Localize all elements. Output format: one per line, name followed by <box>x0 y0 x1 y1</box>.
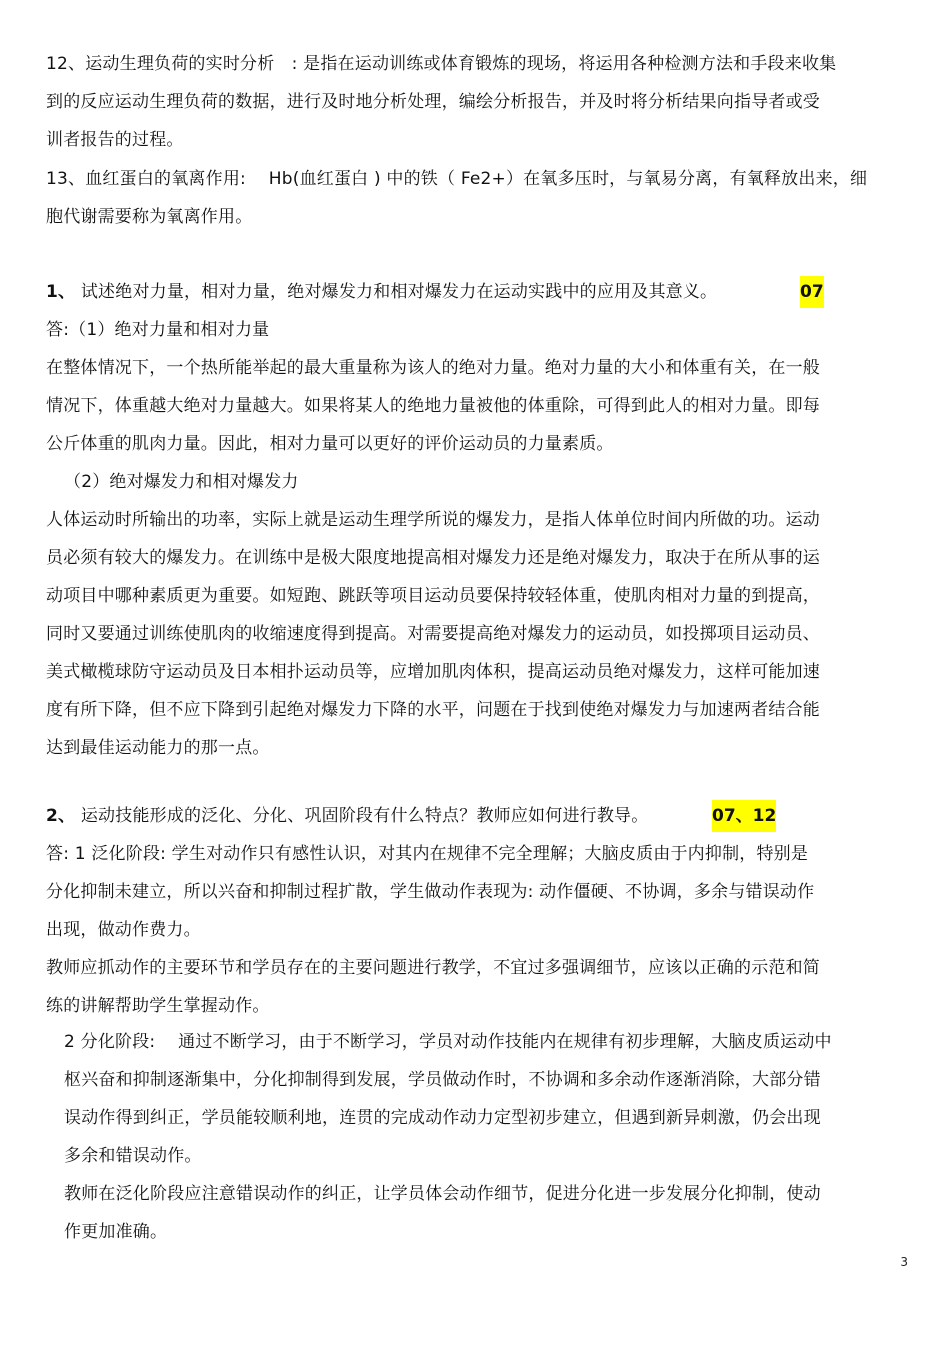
answer-line: 美式橄榄球防守运动员及日本相扑运动员等，应增加肌肉体积，提高运动员绝对爆发力，这样可能加速 <box>46 662 820 682</box>
page-number: 3 <box>900 1255 908 1269</box>
answer-line: 教师应抓动作的主要环节和学员存在的主要问题进行教学，不宜过多强调细节，应该以正确的示范和简 <box>46 958 820 978</box>
answer-line: 在整体情况下，一个热所能举起的最大重量称为该人的绝对力量。绝对力量的大小和体重有关，在一般 <box>46 358 820 378</box>
answer-line: 分化抑制未建立，所以兴奋和抑制过程扩散，学生做动作表现为: 动作僵硬、不协调，多余与错误动作 <box>46 882 815 902</box>
answer-line: 答: 1 泛化阶段: 学生对动作只有感性认识，对其内在规律不完全理解；大脑皮质由于内抑制，特别是 <box>46 844 809 864</box>
answer-subheading: （2）绝对爆发力和相对爆发力 <box>64 472 299 492</box>
answer-line: 同时又要通过训练使肌肉的收缩速度得到提高。对需要提高绝对爆发力的运动员，如投掷项目运动员、 <box>46 624 820 644</box>
answer-line: 动项目中哪种素质更为重要。如短跑、跳跃等项目运动员要保持较轻体重，使肌肉相对力量的到提高， <box>46 586 820 606</box>
question-1-heading <box>46 280 717 304</box>
answer-line: 出现，做动作费力。 <box>46 920 201 940</box>
answer-line: 答:（1）绝对力量和相对力量 <box>46 320 270 340</box>
text-line: 12、运动生理负荷的实时分析 : 是指在运动训练或体育锻炼的现场，将运用各种检测方法和手段来收集 <box>46 54 837 74</box>
text-line: 13、血红蛋白的氧离作用: Hb(血红蛋白 ) 中的铁（ Fe2+）在氧多压时，与氧易分离，有氧释放出来，细 <box>46 169 868 189</box>
text-line: 训者报告的过程。 <box>46 130 184 150</box>
answer-line: 公斤体重的肌肉力量。因此，相对力量可以更好的评价运动员的力量素质。 <box>46 434 614 454</box>
answer-line: 2 分化阶段: 通过不断学习，由于不断学习，学员对动作技能内在规律有初步理解，大脑皮质运动中 <box>64 1032 832 1052</box>
answer-line: 人体运动时所输出的功率，实际上就是运动生理学所说的爆发力，是指人体单位时间内所做的功。运动 <box>46 510 820 530</box>
answer-line: 枢兴奋和抑制逐渐集中，分化抑制得到发展，学员做动作时，不协调和多余动作逐渐消除，大部分错 <box>64 1070 821 1090</box>
answer-line: 员必须有较大的爆发力。在训练中是极大限度地提高相对爆发力还是绝对爆发力，取决于在所从事的运 <box>46 548 820 568</box>
answer-line: 作更加准确。 <box>64 1222 168 1242</box>
answer-line: 教师在泛化阶段应注意错误动作的纠正，让学员体会动作细节，促进分化进一步发展分化抑制，使动 <box>64 1184 821 1204</box>
answer-line: 多余和错误动作。 <box>64 1146 202 1166</box>
answer-line: 度有所下降，但不应下降到引起绝对爆发力下降的水平，问题在于找到使绝对爆发力与加速两者结合能 <box>46 700 820 720</box>
year-tag: 07、12 <box>712 800 776 832</box>
text-line: 到的反应运动生理负荷的数据，进行及时地分析处理，编绘分析报告，并及时将分析结果向指导者或受 <box>46 92 820 112</box>
answer-line: 练的讲解帮助学生掌握动作。 <box>46 996 270 1016</box>
question-title: 试述绝对力量，相对力量，绝对爆发力和相对爆发力在运动实践中的应用及其意义。 <box>80 282 718 302</box>
answer-line: 误动作得到纠正，学员能较顺利地，连贯的完成动作动力定型初步建立，但遇到新异刺激，仍会出现 <box>64 1108 821 1128</box>
answer-line: 情况下，体重越大绝对力量越大。如果将某人的绝地力量被他的体重除，可得到此人的相对力量。即每 <box>46 396 820 416</box>
question-2-heading <box>46 804 648 828</box>
question-number: 1、 <box>46 282 76 302</box>
question-title: 运动技能形成的泛化、分化、巩固阶段有什么特点？教师应如何进行教导。 <box>80 806 649 826</box>
question-number: 2、 <box>46 806 76 826</box>
year-tag: 07 <box>800 276 824 308</box>
answer-line: 达到最佳运动能力的那一点。 <box>46 738 270 758</box>
text-line: 胞代谢需要称为氧离作用。 <box>46 207 253 227</box>
